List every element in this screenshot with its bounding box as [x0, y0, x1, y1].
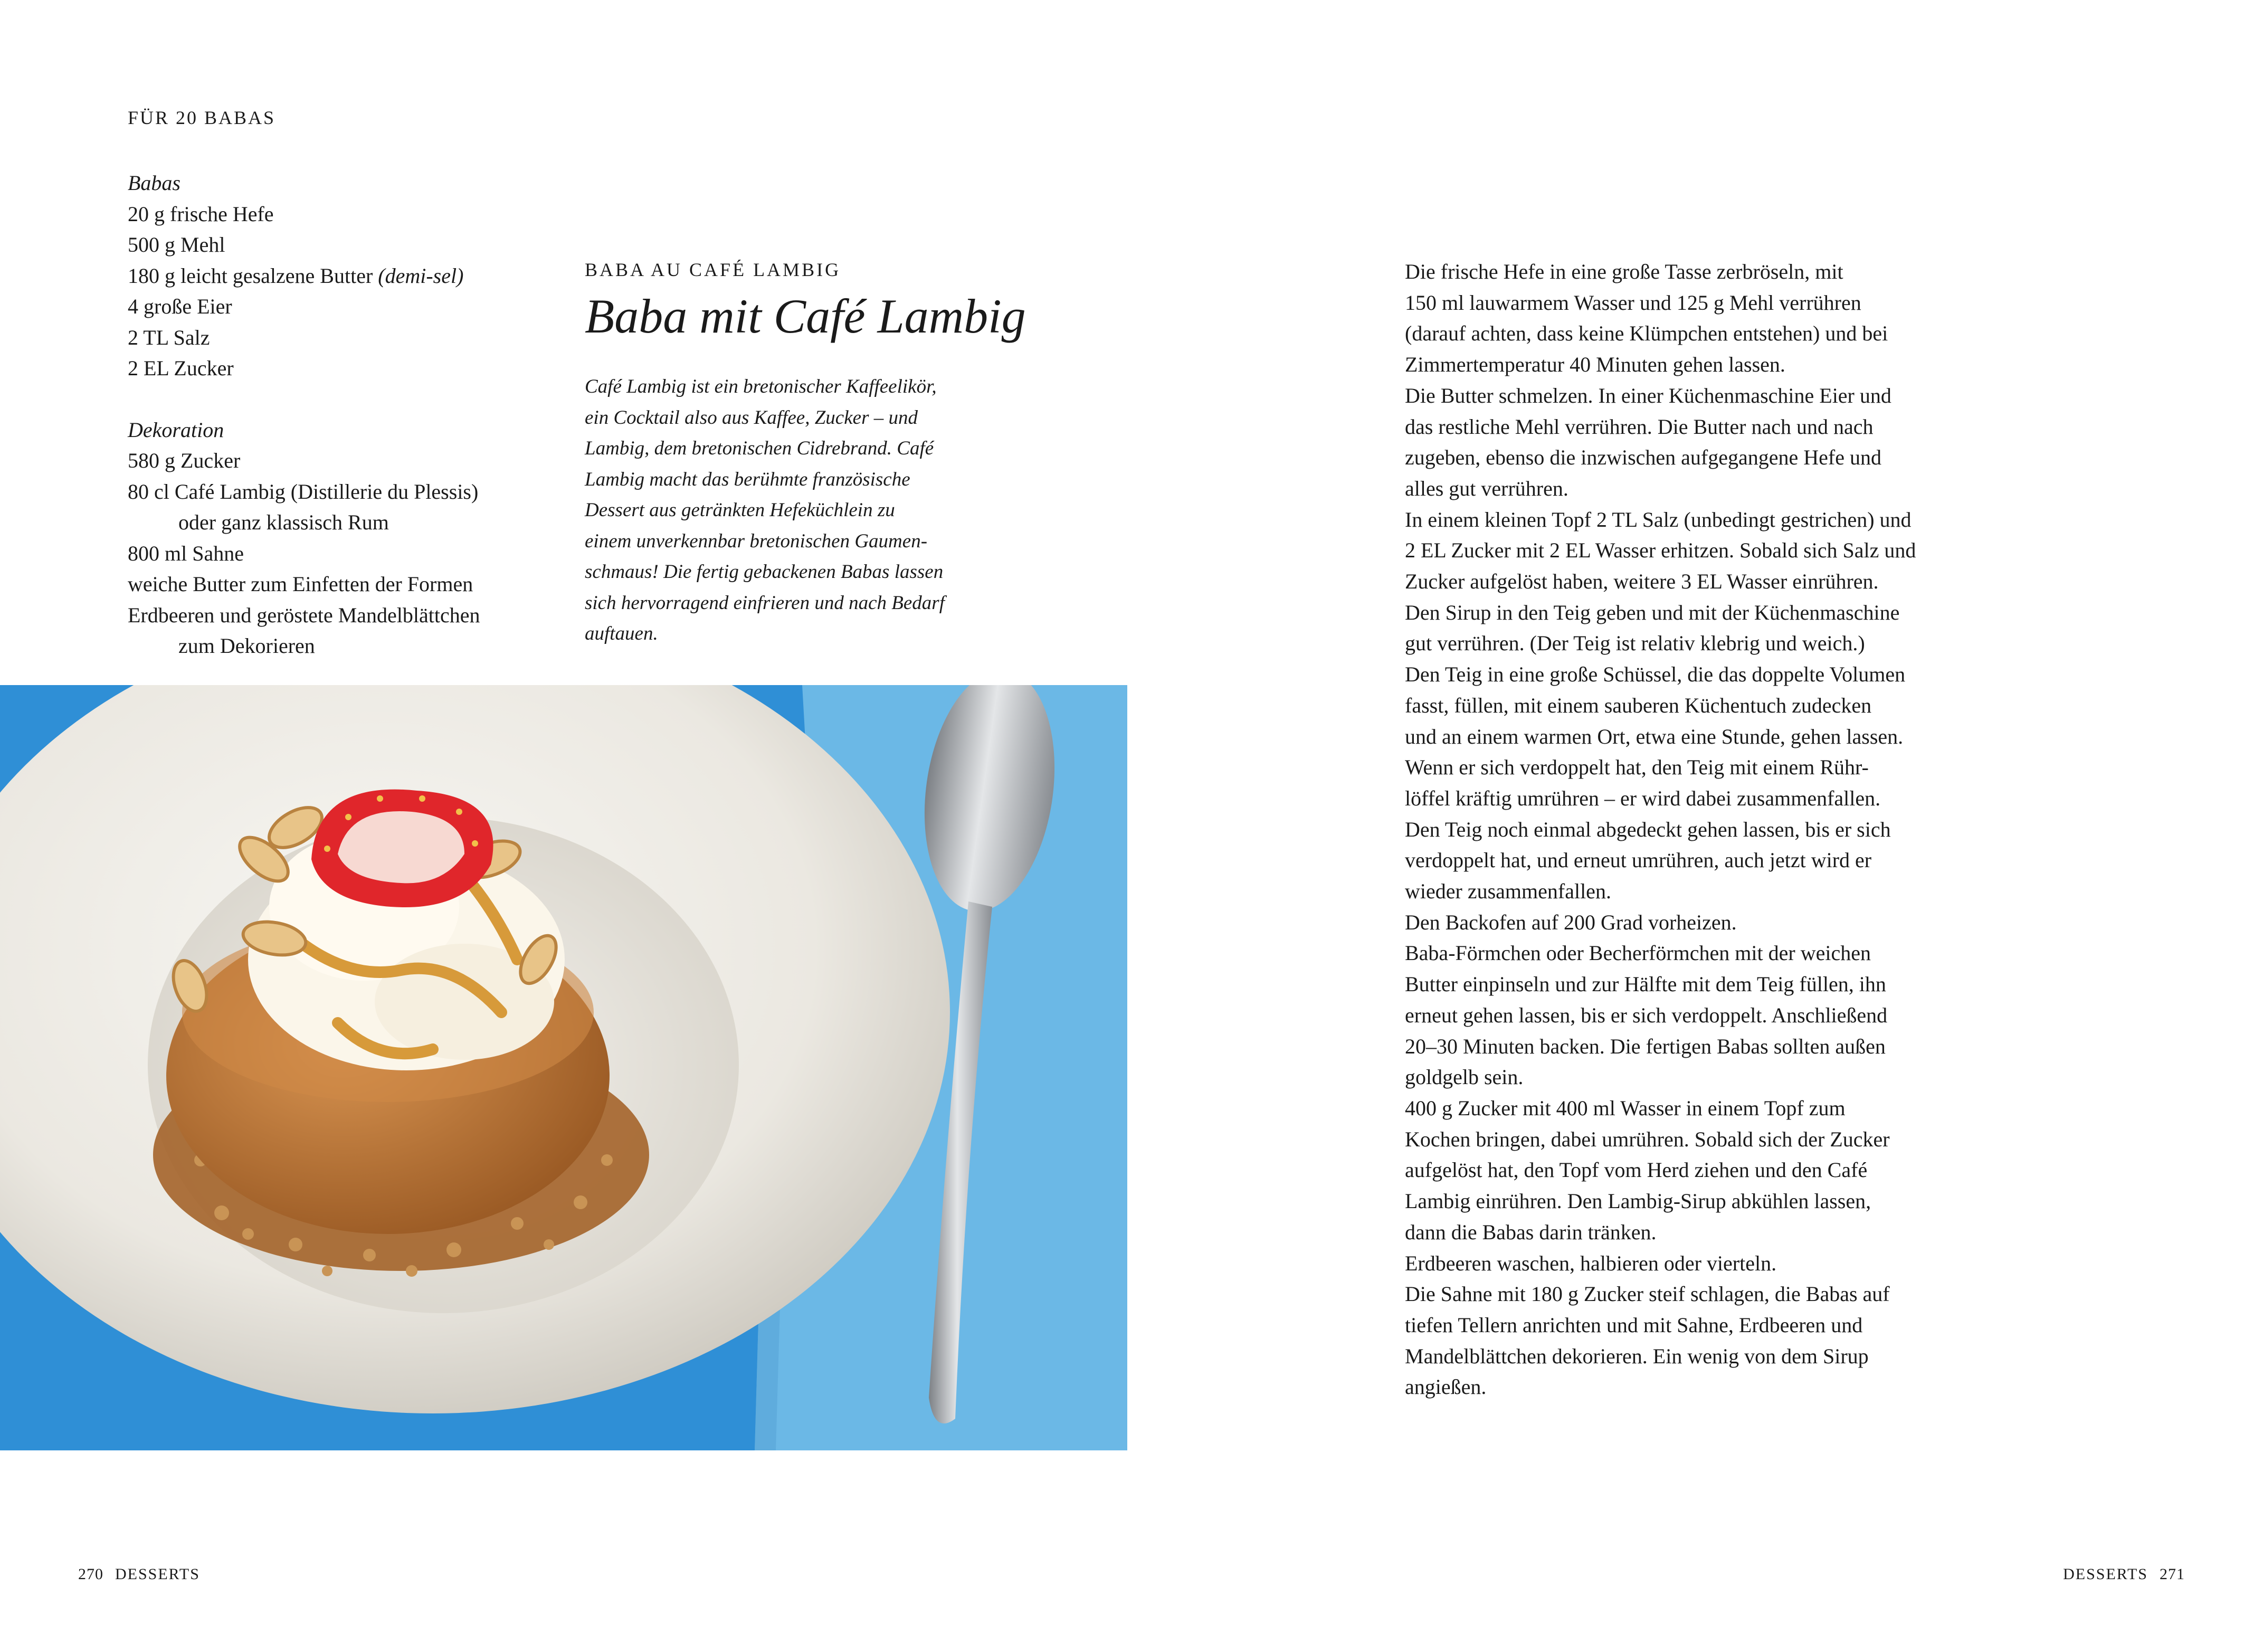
method-line: Lambig einrühren. Den Lambig-Sirup abkühlen lassen, — [1405, 1189, 1871, 1213]
method-line: In einem kleinen Topf 2 TL Salz (unbedingt gestrichen) und — [1405, 507, 1912, 531]
method-line: Zucker aufgelöst haben, weitere 3 EL Wasser einrühren. — [1405, 569, 1879, 594]
ingredient-list — [128, 168, 566, 692]
ingredient-line: oder ganz klassisch Rum — [178, 510, 389, 534]
method-line: Butter einpinseln und zur Hälfte mit dem Teig füllen, ihn — [1405, 972, 1886, 996]
method-line: dann die Babas darin tränken. — [1405, 1220, 1657, 1244]
method-line: 20–30 Minuten backen. Die fertigen Babas sollten außen — [1405, 1034, 1886, 1058]
method-line: (darauf achten, dass keine Klümpchen entstehen) und bei — [1405, 321, 1888, 346]
method-line: Wenn er sich verdoppelt hat, den Teig mit einem Rühr- — [1405, 755, 1869, 780]
recipe-title: Baba mit Café Lambig — [585, 289, 1026, 343]
ingredient-group-babas — [128, 168, 566, 384]
method-line: tiefen Tellern anrichten und mit Sahne, Erdbeeren und — [1405, 1313, 1863, 1337]
intro-line: schmaus! Die fertig gebackenen Babas lassen — [585, 561, 944, 583]
method-text — [1405, 257, 2059, 1403]
intro-line: einem unverkennbar bretonischen Gaumen- — [585, 530, 928, 552]
method-line: Die frische Hefe in eine große Tasse zerbröseln, mit — [1405, 260, 1843, 283]
left-folio — [78, 1565, 200, 1583]
strawberry — [311, 790, 493, 907]
section-name: DESSERTS — [115, 1565, 200, 1583]
right-folio — [2063, 1565, 2185, 1583]
intro-line: Lambig macht das berühmte französische — [585, 468, 910, 490]
method-line: fasst, füllen, mit einem sauberen Küchentuch zudecken — [1405, 693, 1872, 717]
method-line: und an einem warmen Ort, etwa eine Stunde, gehen lassen. — [1405, 724, 1904, 748]
method-line: aufgelöst hat, den Topf vom Herd ziehen und den Café — [1405, 1158, 1868, 1182]
ingredient-note: (demi-sel) — [378, 263, 464, 288]
page-number: 270 — [78, 1565, 103, 1583]
ingredient-group-dekoration — [128, 415, 566, 662]
section-name: DESSERTS — [2063, 1565, 2148, 1583]
ingredient-line: 800 ml Sahne — [128, 541, 244, 565]
method-line: 400 g Zucker mit 400 ml Wasser in einem Topf zum — [1405, 1096, 1846, 1120]
method-line: löffel kräftig umrühren – er wird dabei zusammenfallen. — [1405, 786, 1881, 810]
intro-line: ein Cocktail also aus Kaffee, Zucker – und — [585, 406, 918, 429]
ingredient-line: 2 TL Salz — [128, 325, 210, 349]
method-line: 150 ml lauwarmem Wasser und 125 g Mehl verrühren — [1405, 290, 1861, 315]
ingredient-text: 180 g leicht gesalzene Butter — [128, 263, 378, 288]
method-line: Erdbeeren waschen, halbieren oder vierteln. — [1405, 1251, 1777, 1275]
intro-line: Café Lambig ist ein bretonischer Kaffeelikör, — [585, 376, 937, 397]
method-line: das restliche Mehl verrühren. Die Butter nach und nach — [1405, 414, 1874, 439]
method-line: Kochen bringen, dabei umrühren. Sobald sich der Zucker — [1405, 1127, 1890, 1151]
ingredient-line: 2 EL Zucker — [128, 356, 234, 380]
method-line: Zimmertemperatur 40 Minuten gehen lassen. — [1405, 353, 1785, 377]
ingredient-group-title: Dekoration — [128, 417, 224, 442]
ingredient-line — [128, 261, 566, 292]
right-page — [1122, 0, 2244, 1652]
ingredient-line: 80 cl Café Lambig (Distillerie du Plessis) — [128, 479, 479, 504]
method-line: Den Backofen auf 200 Grad vorheizen. — [1405, 910, 1737, 934]
method-line: Den Teig noch einmal abgedeckt gehen lassen, bis er sich — [1405, 817, 1891, 841]
method-line: angießen. — [1405, 1375, 1487, 1399]
method-line: goldgelb sein. — [1405, 1065, 1524, 1089]
ingredient-line: 500 g Mehl — [128, 233, 225, 257]
ingredient-line: weiche Butter zum Einfetten der Formen — [128, 572, 473, 596]
dessert-photo-illustration — [0, 685, 1127, 1450]
ingredient-line: 4 große Eier — [128, 295, 232, 318]
intro-line: sich hervorragend einfrieren und nach Bedarf — [585, 592, 945, 614]
recipe-header — [585, 259, 1026, 650]
servings-label: FÜR 20 BABAS — [128, 107, 276, 128]
method-line: gut verrühren. (Der Teig ist relativ klebrig und weich.) — [1405, 631, 1865, 656]
dessert-photo — [0, 685, 1127, 1450]
method-line: alles gut verrühren. — [1405, 476, 1568, 500]
method-line: verdoppelt hat, und erneut umrühren, auch jetzt wird er — [1405, 848, 1872, 872]
ingredient-line: Erdbeeren und geröstete Mandelblättchen — [128, 603, 480, 627]
ingredient-line: 580 g Zucker — [128, 449, 241, 472]
method-line: Die Butter schmelzen. In einer Küchenmaschine Eier und — [1405, 383, 1891, 407]
method-line: Baba-Förmchen oder Becherförmchen mit der weichen — [1405, 941, 1871, 965]
intro-line: Dessert aus getränkten Hefeküchlein zu — [585, 499, 895, 521]
ingredient-line: zum Dekorieren — [178, 634, 315, 658]
ingredient-line: 20 g frische Hefe — [128, 202, 274, 226]
recipe-original-title: BABA AU CAFÉ LAMBIG — [585, 259, 841, 280]
method-line: Den Teig in eine große Schüssel, die das doppelte Volumen — [1405, 662, 1906, 687]
page-number: 271 — [2160, 1565, 2185, 1583]
recipe-intro — [585, 372, 1023, 650]
intro-line: Lambig, dem bretonischen Cidrebrand. Café — [585, 438, 934, 459]
method-line: erneut gehen lassen, bis er sich verdoppelt. Anschließend — [1405, 1003, 1888, 1027]
method-line: Die Sahne mit 180 g Zucker steif schlagen, die Babas auf — [1405, 1282, 1890, 1306]
ingredient-group-title: Babas — [128, 171, 180, 195]
intro-line: auftauen. — [585, 623, 658, 644]
method-line: wieder zusammenfallen. — [1405, 879, 1611, 904]
method-line: 2 EL Zucker mit 2 EL Wasser erhitzen. Sobald sich Salz und — [1405, 538, 1916, 563]
method-line: Den Sirup in den Teig geben und mit der Küchenmaschine — [1405, 600, 1900, 624]
method-line: Mandelblättchen dekorieren. Ein wenig von dem Sirup — [1405, 1344, 1869, 1368]
method-line: zugeben, ebenso die inzwischen aufgegangene Hefe und — [1405, 445, 1881, 470]
